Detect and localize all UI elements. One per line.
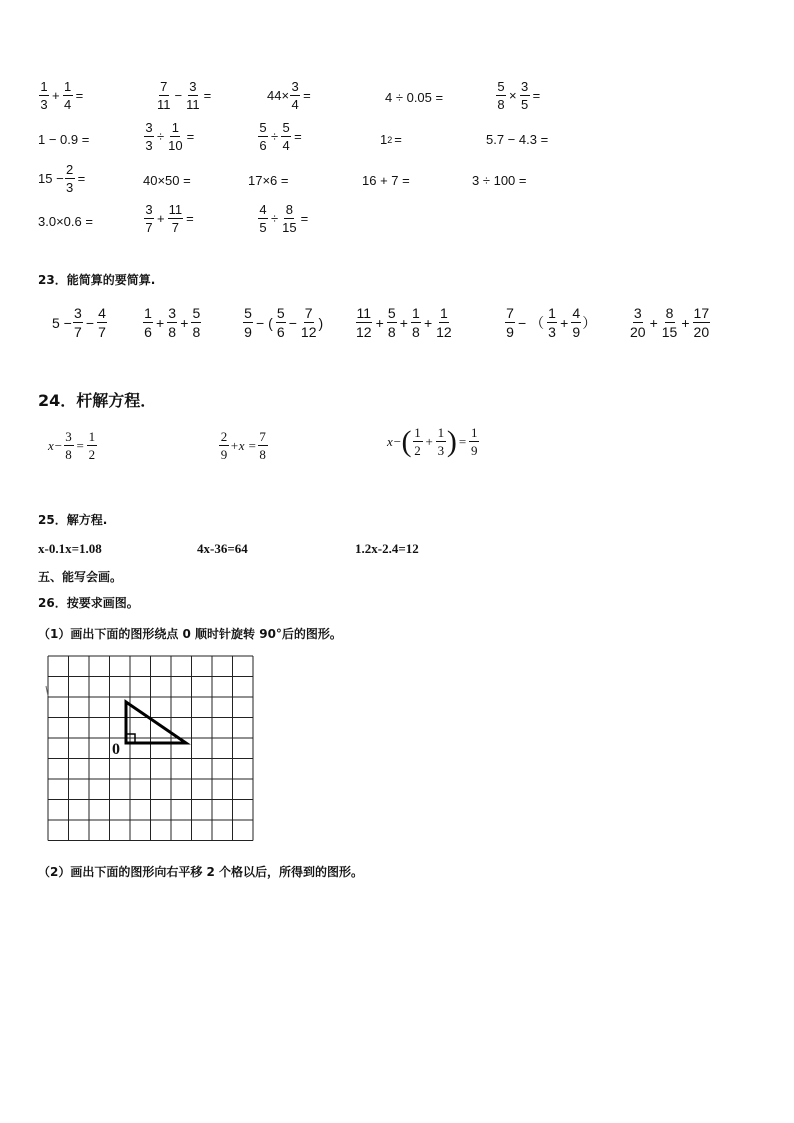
q22-r3-e5: 3 ÷ 100 = xyxy=(472,173,527,188)
q22-r3-e2: 40×50 = xyxy=(143,173,191,188)
fraction: $\frac{5}{8}$ xyxy=(497,79,505,112)
q26-title: 26．按要求画图。 xyxy=(38,596,139,610)
q23-e4: $\frac{11}{12}$ + $\frac{5}{8}$ + $\frac{1}{8}$ + $\frac{1}{12}$ xyxy=(356,305,452,340)
q22-r3-e4: 16 + 7 = xyxy=(362,173,410,188)
fraction: $\frac{1}{2}$ xyxy=(88,429,96,462)
q23-e5: $\frac{7}{9}$ − （ $\frac{1}{3}$ + $\frac{4}{9}$ ） xyxy=(506,305,597,340)
q24-eq3: x− ( $\frac{1}{2}$ + $\frac{1}{3}$ ) = $\frac{1}{9}$ xyxy=(387,424,478,458)
fraction: $\frac{5}{6}$ xyxy=(259,120,267,153)
q22-r4-e1: 3.0×0.6 = xyxy=(38,214,93,229)
fraction: $\frac{7}{12}$ xyxy=(300,305,317,340)
origin-label: 0 xyxy=(112,741,120,758)
q24-eq1: x− $\frac{3}{8}$ = $\frac{1}{2}$ xyxy=(48,429,96,462)
q22-r1-e1: $\frac{1}{3}$ + $\frac{1}{4}$ = xyxy=(40,79,84,112)
right-paren: ) xyxy=(446,424,457,458)
fraction: $\frac{1}{2}$ xyxy=(414,425,421,458)
fraction: $\frac{5}{6}$ xyxy=(276,305,285,340)
q23-e6: $\frac{3}{20}$ + $\frac{8}{15}$ + $\frac{17}{20}$ xyxy=(630,305,710,340)
fraction: $\frac{1}{4}$ xyxy=(63,79,72,112)
fraction: $\frac{11}{7}$ xyxy=(168,202,183,235)
q25-title: 25．解方程. xyxy=(38,513,108,527)
fraction: $\frac{4}{9}$ xyxy=(572,305,581,340)
left-paren: ( xyxy=(401,424,412,458)
section-five-title: 五、能写会画。 xyxy=(38,570,123,584)
q22-r2-e3: $\frac{5}{6}$ ÷ $\frac{5}{4}$ = xyxy=(259,120,302,153)
q24-title: 24．杆解方程． xyxy=(38,391,157,410)
fraction: $\frac{4}{5}$ xyxy=(259,202,267,235)
fraction: $\frac{2}{9}$ xyxy=(220,429,228,462)
q23-title: 23．能简算的要简算. xyxy=(38,273,156,287)
q22-r1-e5: $\frac{5}{8}$ × $\frac{3}{5}$ = xyxy=(497,79,541,112)
fraction: $\frac{1}{8}$ xyxy=(412,305,420,340)
q22-r2-e4: 1 2 = xyxy=(380,132,402,147)
q23-e1: 5 − $\frac{3}{7}$ − $\frac{4}{7}$ xyxy=(52,305,106,340)
fraction: $\frac{5}{4}$ xyxy=(282,120,290,153)
fraction: $\frac{7}{11}$ xyxy=(157,79,171,112)
q23-e2: $\frac{1}{6}$ + $\frac{3}{8}$ + $\frac{5}{8}$ xyxy=(144,305,201,340)
q22-r1-e2: $\frac{7}{11}$ − $\frac{3}{11}$ = xyxy=(157,79,212,112)
q22-r1-e4: 4 ÷ 0.05 = xyxy=(385,90,444,105)
fraction: $\frac{17}{20}$ xyxy=(693,305,710,340)
fraction: $\frac{5}{8}$ xyxy=(192,305,201,340)
q22-r3-e1: 15 − $\frac{2}{3}$ = xyxy=(38,162,86,195)
fraction: $\frac{4}{7}$ xyxy=(98,305,106,340)
fraction: $\frac{1}{9}$ xyxy=(470,425,478,458)
fraction: $\frac{3}{20}$ xyxy=(630,305,646,340)
rotation-grid xyxy=(40,650,255,850)
q24-eq2: $\frac{2}{9}$ +x = $\frac{7}{8}$ xyxy=(220,429,266,462)
fraction: $\frac{1}{3}$ xyxy=(40,79,48,112)
q22-r4-e3: $\frac{4}{5}$ ÷ $\frac{8}{15}$ = xyxy=(259,202,309,235)
fraction: $\frac{1}{3}$ xyxy=(437,425,445,458)
fraction: $\frac{7}{9}$ xyxy=(506,305,514,340)
q22-r2-e5: 5.7 − 4.3 = xyxy=(486,132,549,147)
fraction: $\frac{1}{12}$ xyxy=(436,305,452,340)
fraction: $\frac{1}{10}$ xyxy=(168,120,183,153)
fraction: $\frac{5}{9}$ xyxy=(244,305,252,340)
fraction: $\frac{7}{8}$ xyxy=(259,429,266,462)
q25-eq1: x-0.1x=1.08 xyxy=(38,541,102,556)
q22-r2-e2: $\frac{3}{3}$ ÷ $\frac{1}{10}$ = xyxy=(145,120,195,153)
fraction: $\frac{1}{3}$ xyxy=(548,305,556,340)
fraction: $\frac{1}{6}$ xyxy=(144,305,152,340)
q25-eq3: 1.2x-2.4=12 xyxy=(355,541,419,556)
fraction: $\frac{3}{5}$ xyxy=(520,79,529,112)
fraction: $\frac{2}{3}$ xyxy=(66,162,74,195)
fraction: $\frac{3}{7}$ xyxy=(73,305,82,340)
fraction: $\frac{8}{15}$ xyxy=(661,305,678,340)
fraction: $\frac{3}{8}$ xyxy=(65,429,72,462)
q25-eq2: 4x-36=64 xyxy=(197,541,248,556)
q22-r1-e3: 44× $\frac{3}{4}$ = xyxy=(267,79,311,112)
fraction: $\frac{8}{15}$ xyxy=(282,202,297,235)
fraction: $\frac{3}{11}$ xyxy=(186,79,200,112)
fraction: $\frac{5}{8}$ xyxy=(387,305,396,340)
fraction: $\frac{3}{8}$ xyxy=(168,305,177,340)
q22-r2-e1: 1 − 0.9 = xyxy=(38,132,90,147)
fraction: $\frac{3}{3}$ xyxy=(145,120,153,153)
q22-r3-e3: 17×6 = xyxy=(248,173,289,188)
q22-r4-e2: $\frac{3}{7}$ + $\frac{11}{7}$ = xyxy=(145,202,194,235)
fraction: $\frac{11}{12}$ xyxy=(356,305,372,340)
q26-part1: （1）画出下面的图形绕点 0 顺时针旋转 90°后的图形。 xyxy=(38,627,342,641)
fraction: $\frac{3}{4}$ xyxy=(291,79,299,112)
fraction: $\frac{3}{7}$ xyxy=(145,202,153,235)
q26-part2: （2）画出下面的图形向右平移 2 个格以后，所得到的图形。 xyxy=(38,865,364,879)
q23-e3: $\frac{5}{9}$ − ( $\frac{5}{6}$ − $\frac{7}{12}$ ) xyxy=(244,305,324,340)
